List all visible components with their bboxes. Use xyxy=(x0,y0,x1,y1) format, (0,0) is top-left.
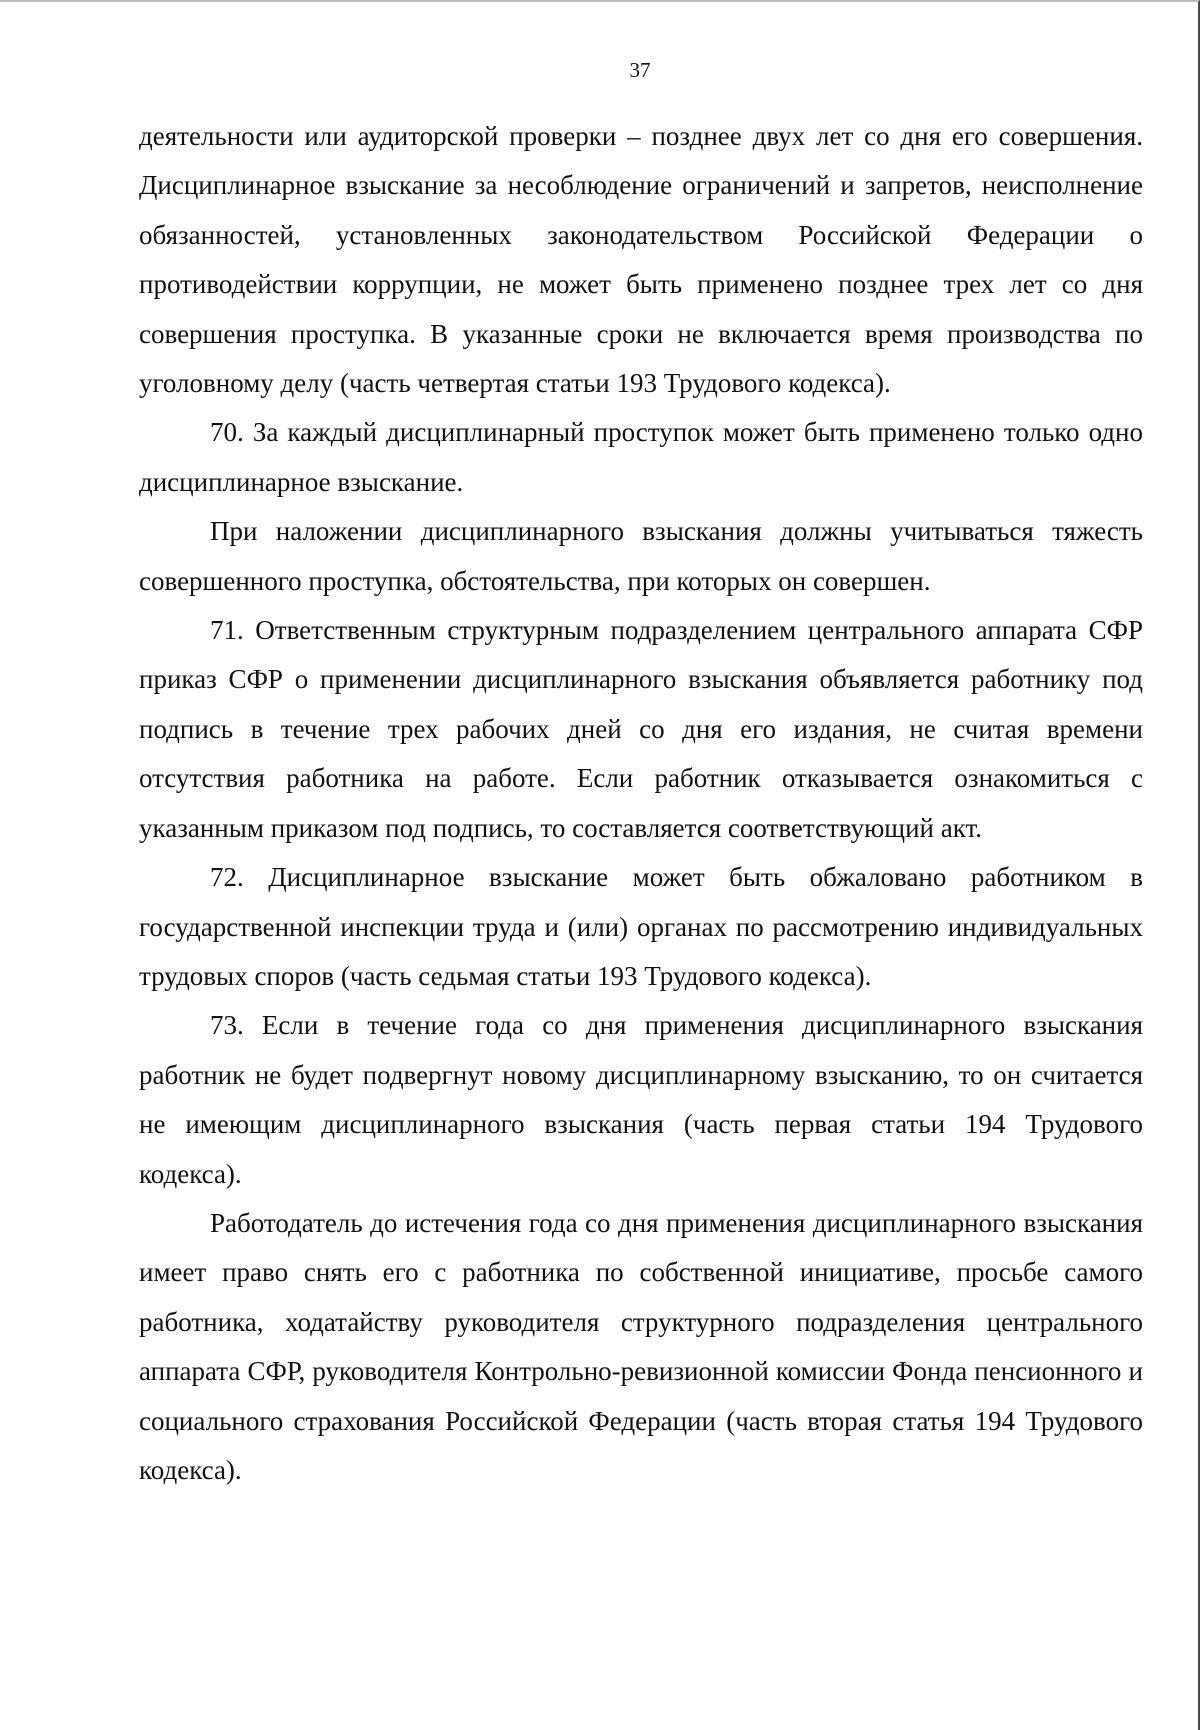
paragraph-73-continued: Работодатель до истечения года со дня применения дисциплинарного взыскания имеет право снять его с работника по собственной инициативе, просьбе самого работника, ходатайству руководителя структурного подразделения центрального аппарата СФР, руководителя Контрольно-ревизионной комиссии Фонда пенсионного и социального страхования Российской Федерации (часть вторая статья 194 Трудового кодекса). xyxy=(139,1207,1143,1485)
paragraph-continuation: деятельности или аудиторской проверки – позднее двух лет со дня его совершения. Дисциплинарное взыскание за несоблюдение ограничений и запретов, неисполнение обязанностей, установленных законодательством Российской Федерации о противодействии коррупции, не может быть применено позднее трех лет со дня совершения проступка. В указанные сроки не включается время производства по уголовному делу (часть четвертая статьи 193 Трудового кодекса). xyxy=(139,121,1143,399)
paragraph-71: 71. Ответственным структурным подразделением центрального аппарата СФР приказ СФР о применении дисциплинарного взыскания объявляется работнику под подпись в течение трех рабочих дней со дня его издания, не считая времени отсутствия работника на работе. Если работник отказывается ознакомиться с указанным приказом под подпись, то составляется соответствующий акт. xyxy=(139,615,1143,843)
paragraph-73: 73. Если в течение года со дня применения дисциплинарного взыскания работник не будет подвергнут новому дисциплинарному взысканию, то он считается не имеющим дисциплинарного взыскания (часть первая статьи 194 Трудового кодекса). xyxy=(139,1010,1143,1189)
paragraph-70: 70. За каждый дисциплинарный проступок может быть применено только одно дисциплинарное взыскание. xyxy=(139,417,1143,497)
page-number: 37 xyxy=(629,58,651,82)
paragraph-72: 72. Дисциплинарное взыскание может быть обжаловано работником в государственной инспекции труда и (или) органах по рассмотрению индивидуальных трудовых споров (часть седьмая статьи 193 Трудового кодекса). xyxy=(139,862,1143,991)
paragraph-70-continued: При наложении дисциплинарного взыскания должны учитываться тяжесть совершенного проступка, обстоятельства, при которых он совершен. xyxy=(139,516,1143,596)
document-body xyxy=(139,112,1143,1495)
